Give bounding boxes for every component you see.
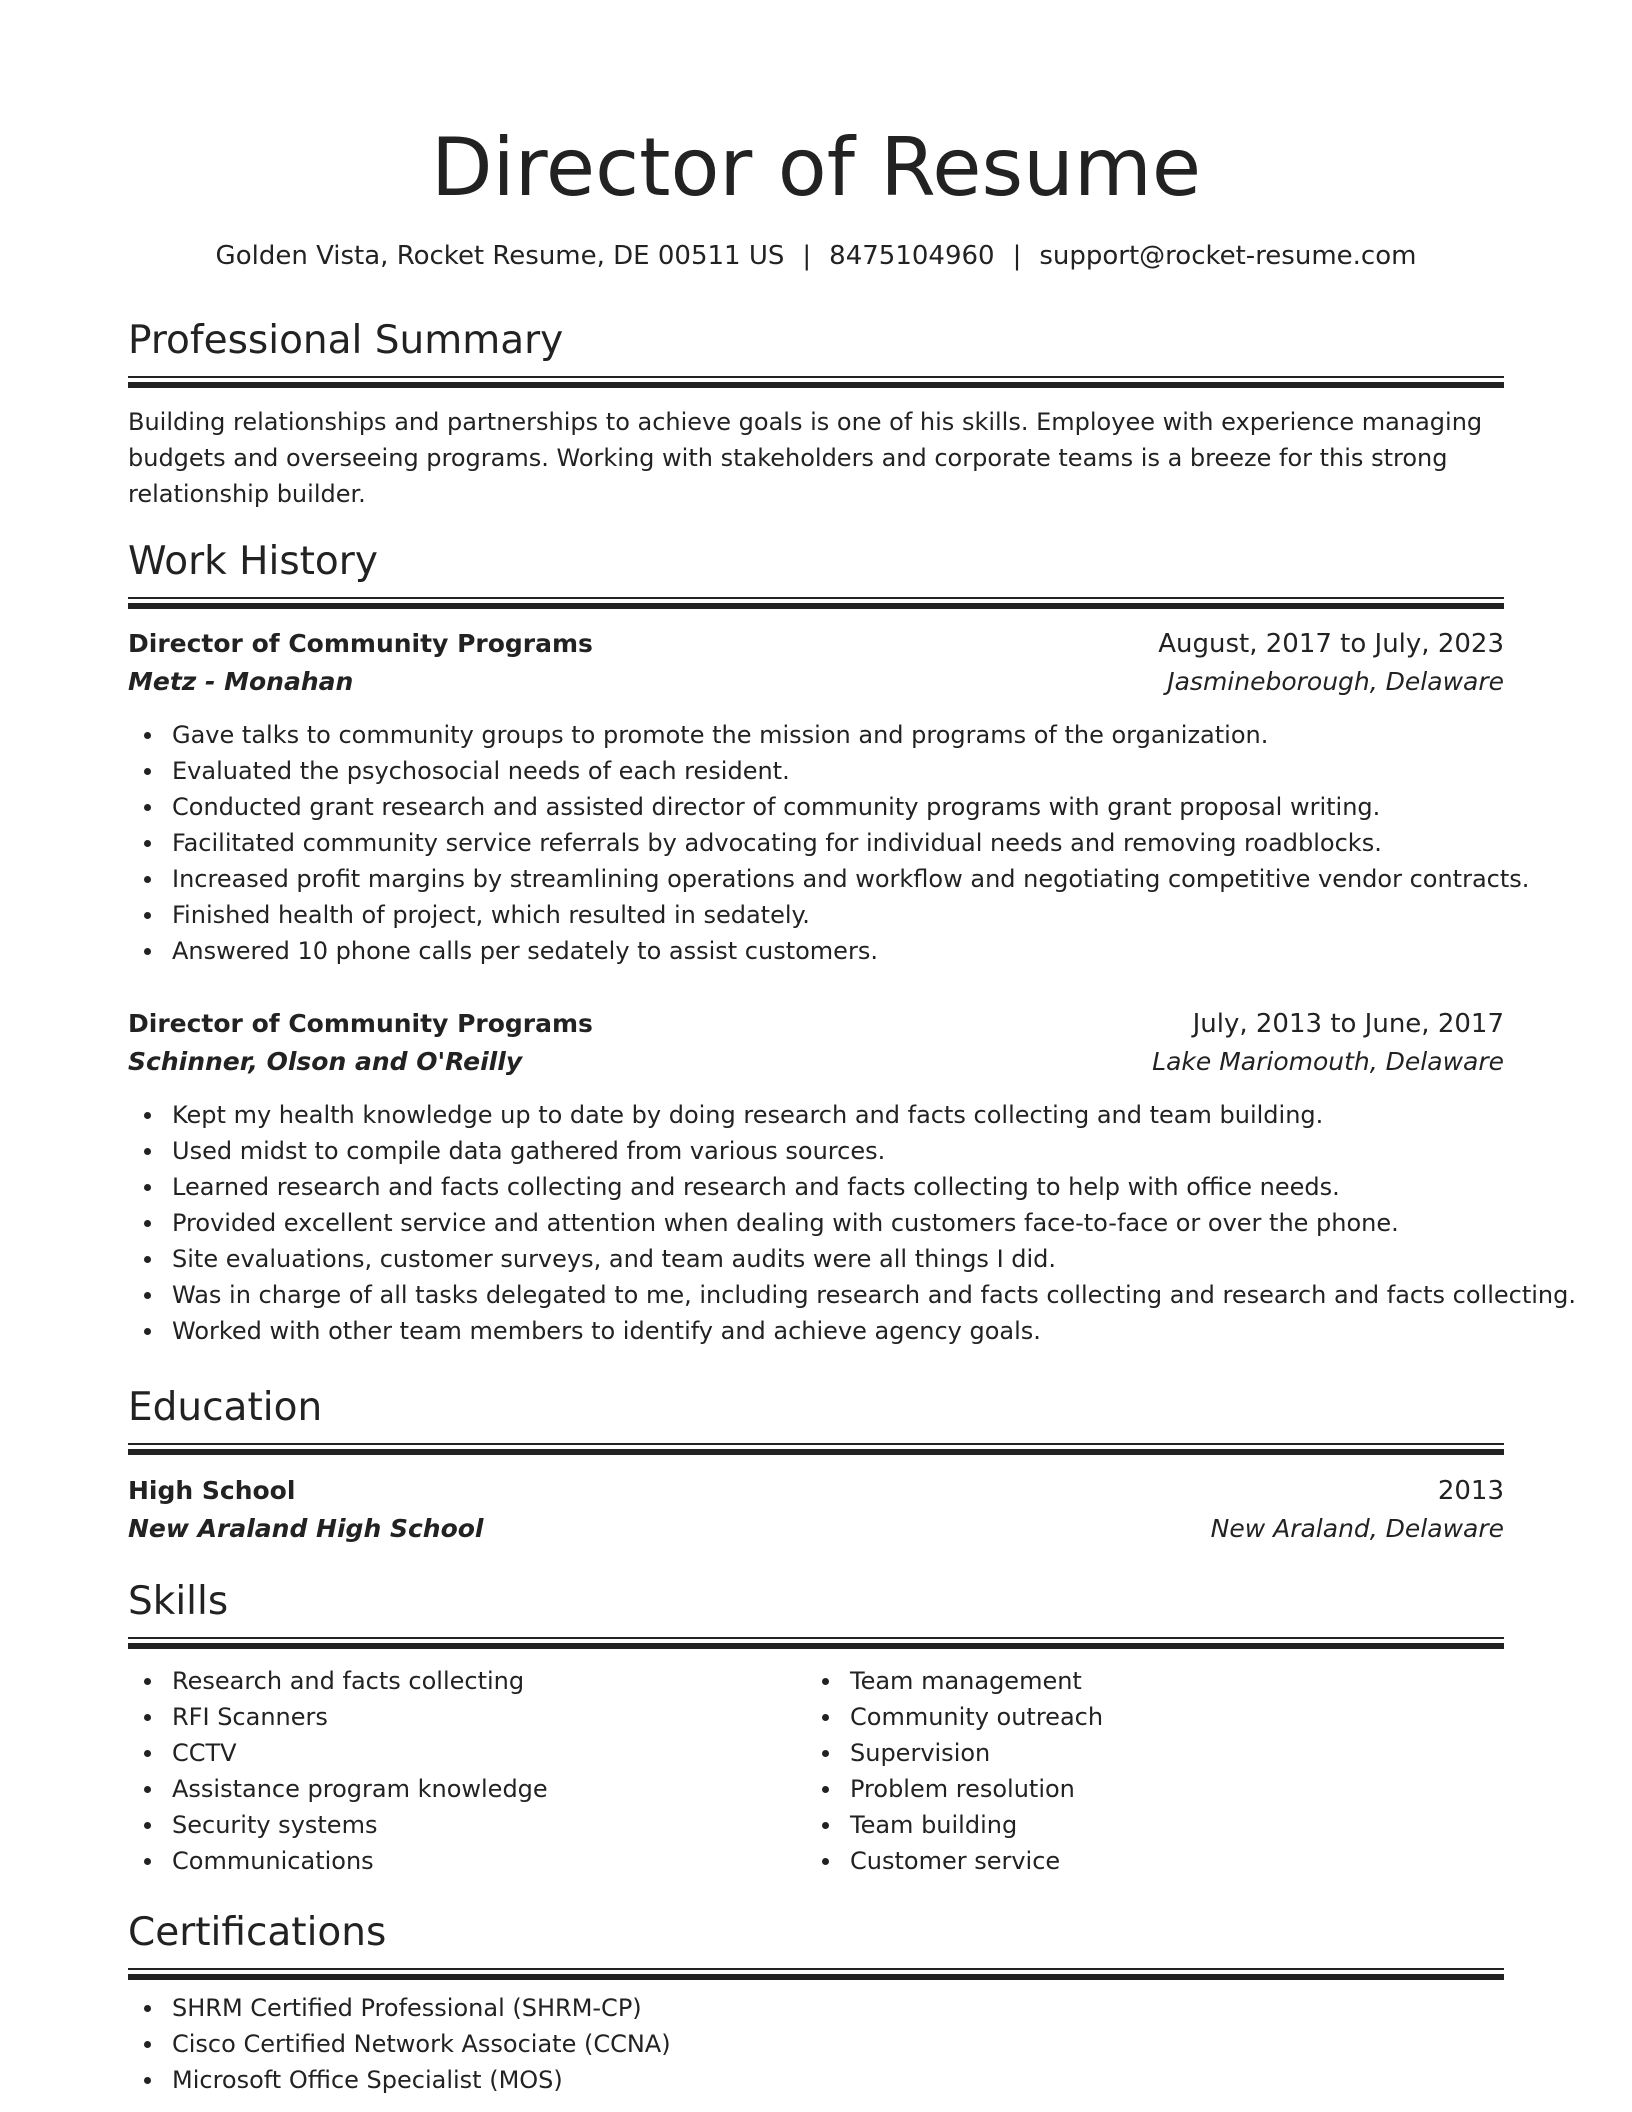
job-entry: [128, 625, 1530, 969]
list-item: Conducted grant research and assisted director of community programs with grant proposal writing.: [128, 789, 1504, 825]
certifications-list: [128, 1990, 1504, 2098]
section-divider: [128, 1643, 1504, 1649]
section-title-skills: Skills: [128, 1579, 229, 1624]
list-item: RFI Scanners: [128, 1699, 806, 1735]
list-item: Finished health of project, which resulted in sedately.: [128, 897, 1504, 933]
list-item: Supervision: [806, 1735, 1484, 1771]
job-location: Lake Mariomouth, Delaware: [1152, 1047, 1504, 1076]
section-title-certifications: Certifications: [128, 1910, 387, 1955]
section-divider: [128, 1443, 1504, 1445]
list-item: Site evaluations, customer surveys, and team audits were all things I did.: [128, 1241, 1504, 1277]
list-item: Gave talks to community groups to promote the mission and programs of the organization.: [128, 717, 1504, 753]
list-item: Communications: [128, 1843, 806, 1879]
company-name: Schinner, Olson and O'Reilly: [128, 1047, 523, 1076]
education-entry: [128, 1472, 1504, 1548]
job-bullets: [128, 1097, 1576, 1349]
skills-list-right: [806, 1663, 1484, 1879]
section-divider: [128, 382, 1504, 388]
job-entry: [128, 1005, 1576, 1349]
contact-separator: |: [802, 241, 812, 271]
list-item: Community outreach: [806, 1699, 1484, 1735]
list-item: Provided excellent service and attention when dealing with customers face-to-face or over the phone.: [128, 1205, 1504, 1241]
list-item: Customer service: [806, 1843, 1484, 1879]
contact-separator: |: [1012, 241, 1022, 271]
job-bullets: [128, 717, 1530, 969]
job-title: Director of Community Programs: [128, 629, 593, 658]
section-divider: [128, 603, 1504, 609]
section-title-education: Education: [128, 1385, 323, 1430]
list-item: Team building: [806, 1807, 1484, 1843]
degree: High School: [128, 1476, 296, 1505]
job-location: Jasmineborough, Delaware: [1167, 667, 1504, 696]
summary-text: Building relationships and partnerships to achieve goals is one of his skills. Employee with experience managing budgets and overseeing programs. Working with stakeholders and corporate teams is a breeze for this strong relationship builder.: [128, 408, 1483, 508]
contact-address: Golden Vista, Rocket Resume, DE 00511 US: [215, 241, 785, 271]
list-item: Answered 10 phone calls per sedately to assist customers.: [128, 933, 1504, 969]
list-item: Facilitated community service referrals by advocating for individual needs and removing roadblocks.: [128, 825, 1504, 861]
section-title-work-history: Work History: [128, 539, 378, 584]
graduation-year: 2013: [1437, 1476, 1504, 1506]
skills-section: [128, 1577, 1504, 1879]
section-divider: [128, 1968, 1504, 1970]
section-divider: [128, 1637, 1504, 1639]
section-title-summary: Professional Summary: [128, 318, 564, 363]
education-section: [128, 1383, 1504, 1455]
contact-email: support@rocket-resume.com: [1039, 241, 1417, 271]
list-item: SHRM Certified Professional (SHRM-CP): [128, 1990, 1504, 2026]
contact-phone: 8475104960: [829, 241, 995, 271]
school-name: New Araland High School: [128, 1514, 484, 1543]
list-item: Microsoft Office Specialist (MOS): [128, 2062, 1504, 2098]
list-item: Kept my health knowledge up to date by doing research and facts collecting and team building.: [128, 1097, 1504, 1133]
list-item: Cisco Certified Network Associate (CCNA): [128, 2026, 1504, 2062]
list-item: CCTV: [128, 1735, 806, 1771]
list-item: Increased profit margins by streamlining operations and workflow and negotiating competitive vendor contracts.: [128, 861, 1504, 897]
job-title: Director of Community Programs: [128, 1009, 593, 1038]
list-item: Assistance program knowledge: [128, 1771, 806, 1807]
list-item: Problem resolution: [806, 1771, 1484, 1807]
section-divider: [128, 1449, 1504, 1455]
skills-columns: [128, 1663, 1504, 1879]
contact-line: [128, 238, 1504, 274]
job-dates: August, 2017 to July, 2023: [1158, 629, 1504, 659]
list-item: Security systems: [128, 1807, 806, 1843]
list-item: Learned research and facts collecting and research and facts collecting to help with office needs.: [128, 1169, 1504, 1205]
list-item: Worked with other team members to identify and achieve agency goals.: [128, 1313, 1504, 1349]
company-name: Metz - Monahan: [128, 667, 354, 696]
certifications-section: [128, 1908, 1504, 2098]
job-dates: July, 2013 to June, 2017: [1192, 1009, 1504, 1039]
section-divider: [128, 1974, 1504, 1980]
summary-section: [128, 316, 1504, 512]
school-location: New Araland, Delaware: [1210, 1514, 1504, 1543]
list-item: Team management: [806, 1663, 1484, 1699]
list-item: Research and facts collecting: [128, 1663, 806, 1699]
list-item: Evaluated the psychosocial needs of each resident.: [128, 753, 1504, 789]
list-item: Used midst to compile data gathered from various sources.: [128, 1133, 1504, 1169]
work-history-section: [128, 537, 1504, 609]
section-divider: [128, 376, 1504, 378]
section-divider: [128, 597, 1504, 599]
skills-list-left: [128, 1663, 806, 1879]
candidate-name: Director of Resume: [430, 121, 1202, 214]
list-item: Was in charge of all tasks delegated to me, including research and facts collecting and research and facts collecting.: [128, 1277, 1504, 1313]
